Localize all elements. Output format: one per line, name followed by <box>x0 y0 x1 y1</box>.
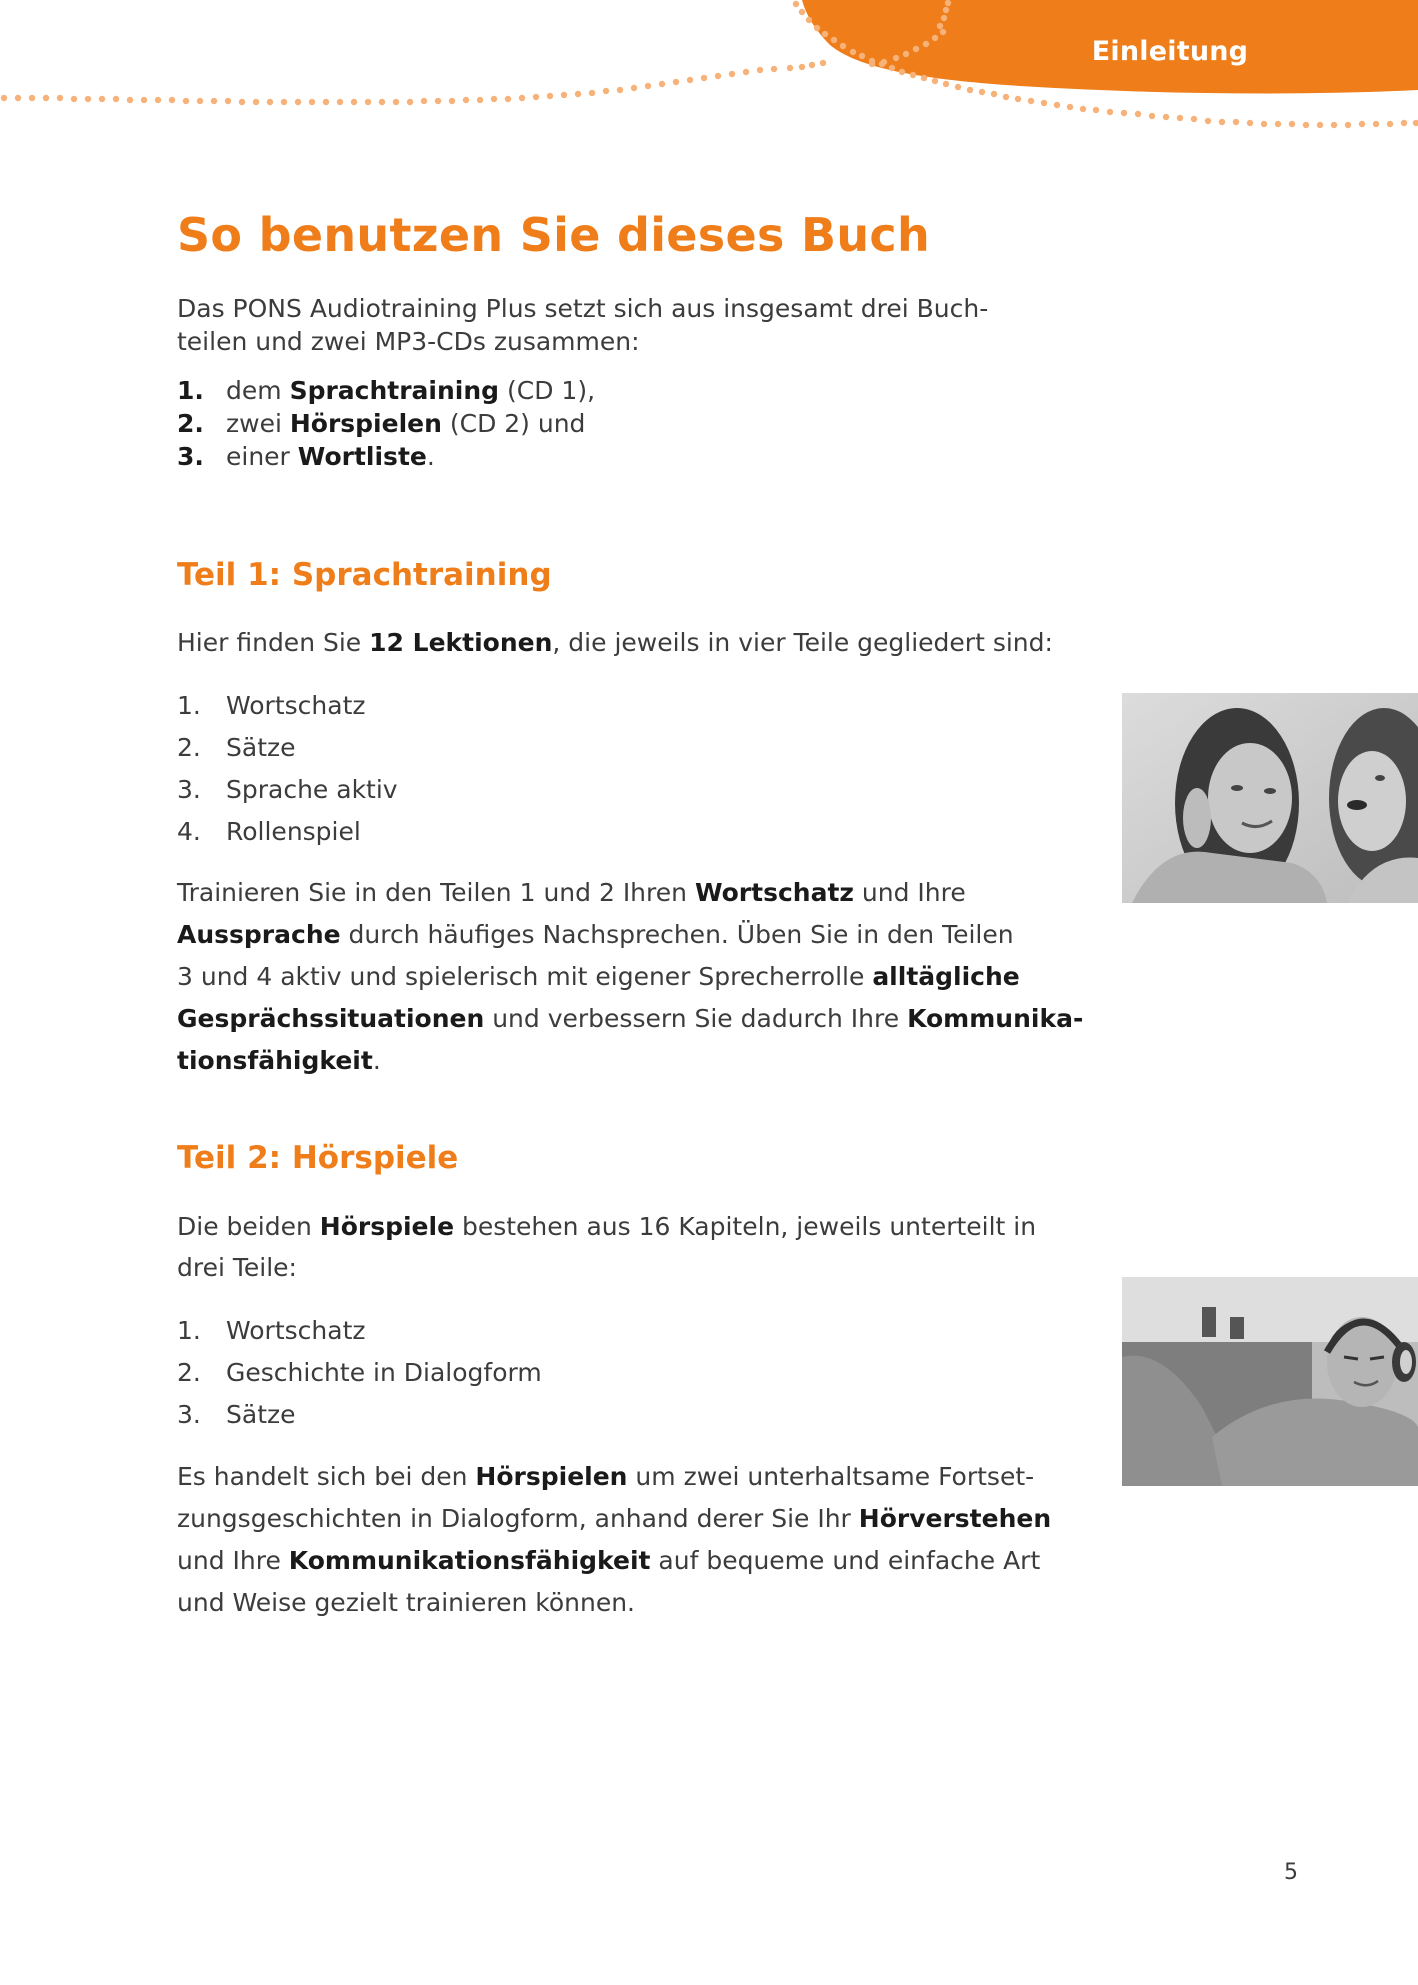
text: um zwei unterhaltsame Fortset- <box>627 1462 1035 1491</box>
list-text: dem <box>226 376 290 405</box>
teil1-item-4 <box>177 815 361 848</box>
list-number: 2. <box>177 1358 201 1387</box>
list-text: zwei <box>226 409 290 438</box>
teil2-lead-line-1 <box>177 1210 1036 1243</box>
photo-man-headphones <box>1122 1277 1418 1486</box>
teil1-body-line-3 <box>177 960 1020 993</box>
list-text: . <box>426 442 435 471</box>
text: Trainieren Sie in den Teilen 1 und 2 Ihren <box>177 878 695 907</box>
text: Es handelt sich bei den <box>177 1462 476 1491</box>
text: durch häufiges Nachsprechen. Üben Sie in den Teilen <box>340 920 1014 949</box>
list-bold: Hörspielen <box>289 409 442 438</box>
list-text: Rollenspiel <box>226 817 361 846</box>
bold-text: Wortschatz <box>694 878 854 907</box>
teil1-lead <box>177 626 1053 659</box>
intro-item-1 <box>177 374 595 407</box>
teil1-body-line-1 <box>177 876 966 909</box>
dotted-line-bottom <box>1 60 826 105</box>
list-text: (CD 1), <box>499 376 596 405</box>
list-number: 1. <box>177 691 201 720</box>
page-title: So benutzen Sie dieses Buch <box>177 208 930 262</box>
teil2-item-2 <box>177 1356 542 1389</box>
text: Die beiden <box>177 1212 320 1241</box>
bold-text: Kommunika- <box>907 1004 1084 1033</box>
text: zungsgeschichten in Dialogform, anhand derer Sie Ihr <box>177 1504 859 1533</box>
bold-text: Gesprächssituationen <box>177 1004 485 1033</box>
text: , die jeweils in vier Teile gegliedert sind: <box>552 628 1053 657</box>
list-text: Geschichte in Dialogform <box>226 1358 542 1387</box>
bold-text: Hörspielen <box>475 1462 628 1491</box>
list-text: Wortschatz <box>226 1316 366 1345</box>
list-number: 1. <box>177 376 204 405</box>
teil1-item-3 <box>177 773 398 806</box>
bold-text: Aussprache <box>177 920 341 949</box>
teil2-lead-line-2: drei Teile: <box>177 1253 297 1282</box>
photo-two-women-image <box>1122 693 1418 903</box>
text: . <box>372 1046 381 1075</box>
teil1-body-line-4 <box>177 1002 1083 1035</box>
list-bold: Sprachtraining <box>289 376 500 405</box>
list-number: 2. <box>177 733 201 762</box>
text: auf bequeme und einfache Art <box>650 1546 1041 1575</box>
list-text: Sätze <box>226 1400 296 1429</box>
teil1-body-line-5 <box>177 1044 381 1077</box>
list-bold: Wortliste <box>297 442 427 471</box>
teil2-body-line-1 <box>177 1460 1034 1493</box>
section-label: Einleitung <box>1091 36 1249 67</box>
teil2-item-3 <box>177 1398 296 1431</box>
text: und verbessern Sie dadurch Ihre <box>484 1004 908 1033</box>
list-text: (CD 2) und <box>441 409 586 438</box>
photo-two-women-headphones <box>1122 693 1418 903</box>
intro-item-2 <box>177 407 585 440</box>
intro-line-2: teilen und zwei MP3-CDs zusammen: <box>177 327 640 356</box>
teil2-body-line-3 <box>177 1544 1040 1577</box>
text: und Ihre <box>177 1546 289 1575</box>
teil1-item-2 <box>177 731 296 764</box>
teil2-body-line-2 <box>177 1502 1051 1535</box>
teil1-item-1 <box>177 689 366 722</box>
teil1-body-line-2 <box>177 918 1014 951</box>
text: 3 und 4 aktiv und spielerisch mit eigener Sprecherrolle <box>177 962 873 991</box>
list-number: 1. <box>177 1316 201 1345</box>
teil2-body-line-4: und Weise gezielt trainieren können. <box>177 1588 635 1617</box>
text: und Ihre <box>853 878 966 907</box>
bold-text: alltägliche <box>872 962 1020 991</box>
bold-text: Hörspiele <box>319 1212 455 1241</box>
section-heading-teil2: Teil 2: Hörspiele <box>177 1140 459 1176</box>
bold-text: Kommunikationsfähigkeit <box>288 1546 651 1575</box>
teil2-item-1 <box>177 1314 366 1347</box>
section-heading-teil1: Teil 1: Sprachtraining <box>177 557 552 593</box>
intro-item-3 <box>177 440 435 473</box>
text: Hier finden Sie <box>177 628 370 657</box>
list-text: einer <box>226 442 298 471</box>
header-decoration <box>0 0 1418 140</box>
list-text: Sprache aktiv <box>226 775 398 804</box>
bold-text: Hörverstehen <box>858 1504 1052 1533</box>
bold-text: tionsfähigkeit <box>177 1046 373 1075</box>
list-number: 3. <box>177 1400 201 1429</box>
list-text: Wortschatz <box>226 691 366 720</box>
page-number: 5 <box>1284 1860 1298 1885</box>
text: bestehen aus 16 Kapiteln, jeweils unterteilt in <box>454 1212 1037 1241</box>
intro-line-1: Das PONS Audiotraining Plus setzt sich aus insgesamt drei Buch- <box>177 294 989 323</box>
photo-man-image <box>1122 1277 1418 1486</box>
list-number: 2. <box>177 409 204 438</box>
list-text: Sätze <box>226 733 296 762</box>
list-number: 3. <box>177 775 201 804</box>
bold-text: 12 Lektionen <box>369 628 553 657</box>
list-number: 3. <box>177 442 204 471</box>
list-number: 4. <box>177 817 201 846</box>
